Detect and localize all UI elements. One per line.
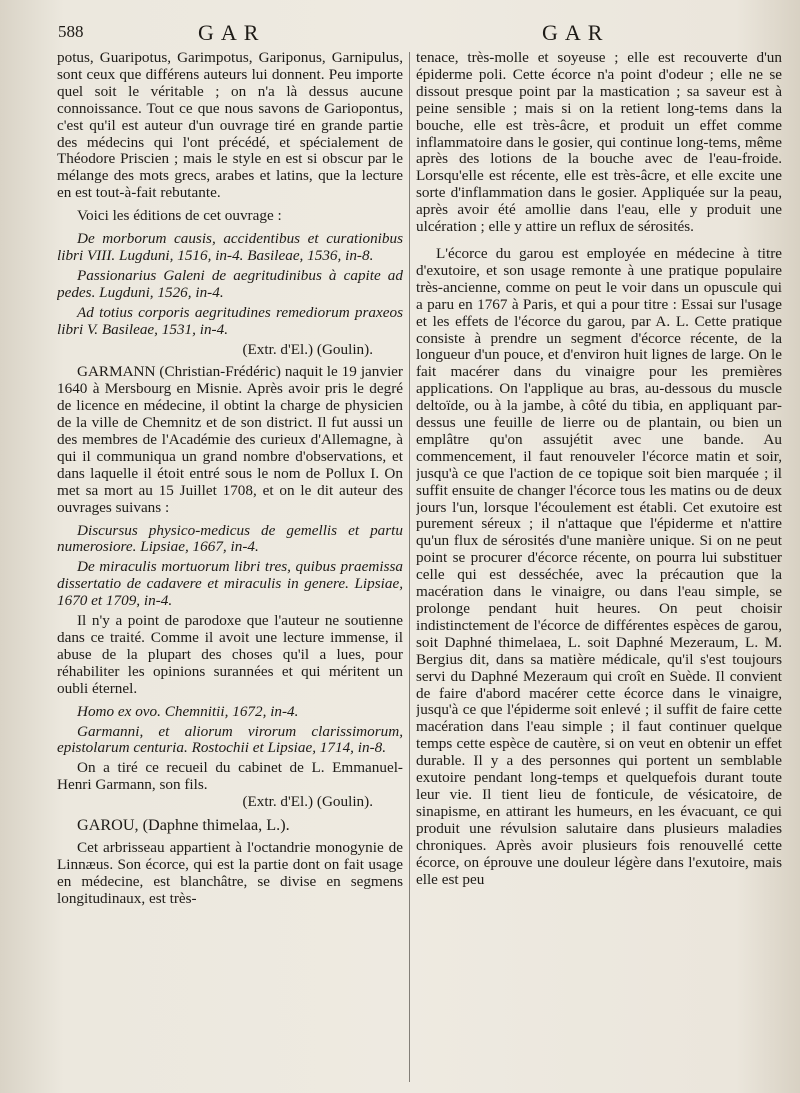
left-column — [57, 50, 403, 1085]
paragraph-continued: potus, Guaripotus, Garimpotus, Gariponus, Garnipulus, sont ceux que différens auteurs lui donnent. Peu importe quel soit le véritable ; on n'a là dessus aucune connoissance. Tout ce que nous savons de Gariopontus, c'est qu'il est auteur d'un ouvrage tiré en grande partie des médecins qui l'ont précédé, et spécialement de Théodore Priscien ; mais le style en est si obscur par le mélange des mots grecs, arabes et latins, que la lecture en est tout-à-fait rebutante. — [57, 50, 403, 202]
citation-discursus: Discursus physico-medicus de gemellis et partu numerosiore. Lipsiae, 1667, in-4. — [57, 521, 403, 556]
citation-ad-totius: Ad totius corporis aegritudines remediorum praxeos libri V. Basileae, 1531, in-4. — [57, 303, 403, 338]
paragraph-arbrisseau: Cet arbrisseau appartient à l'octandrie monogynie de Linnæus. Son écorce, qui est la partie dont on fait usage en médecine, est blanchâtre, se divise en segmens longitudinaux, est très- — [57, 838, 403, 907]
page-header — [50, 14, 770, 48]
citation-de-miraculis: De miraculis mortuorum libri tres, quibus praemissa dissertatio de cadavere et miraculis in genere. Lipsiae, 1670 et 1709, in-4. — [57, 558, 403, 610]
citation-homo-ex-ovo: Homo ex ovo. Chemnitii, 1672, in-4. — [77, 702, 299, 720]
running-head-left: GAR — [198, 20, 266, 45]
citation-de-morborum: De morborum causis, accidentibus et curationibus libri VIII. Lugduni, 1516, in-4. Basileae, 1536, in-8. — [57, 230, 403, 264]
paragraph-ecorce-du-garou: L'écorce du garou est employée en médecine à titre d'exutoire, et son usage remonte à une pratique populaire très-ancienne, comme on peut le voir dans un opuscule qui a paru en 1767 à Paris, et qui a pour titre : Essai sur l'usage et les effets de l'écorce du garou, par A. L. Cette pratique consiste à prendre un segment d'écorce récente, de la longueur d'un pouce, et d'environ huit lignes de large. On le fait macérer dans du vinaigre pour les premières applications. On l'applique au bras, au-dessous du muscle deltoïde, ou à la jambe, à côté du tibia, en appliquant par-dessus une feuille de lierre ou de plantain, ou bien un emplâtre qu'on assujétit avec une bande. Au commencement, il faut renouveler l'écorce matin et soir, jusqu'à ce que l'action de ce topique soit bien marquée ; il suffit ensuite de changer l'écorce tous les matins ou de deux jours l'un, lorsque l'écoulement est établi. Cet exutoire est purement séreux ; il n'attaque que l'épiderme et n'attire qu'un flux de sérosités d'une manière unique. Si on ne peut point se procurer d'écorce récente, on pourra lui substituer celle qui est desséchée, avec la précaution que la macération dans le vinaigre, ou dans l'eau simple, se prolonge pendant huit heures. On peut choisir indistinctement de l'écorce de différentes espèces de garou, soit Daphné thimelaea, L. soit Daphné Mezeraum, L. M. Bergius dit, dans sa matière médicale, qu'il s'est toujours servi du Daphné Mezeraum qui croît en Suède. Il convient de faire d'abord macérer cette écorce dans le vinaigre, jusqu'à ce que l'épiderme soit enlevé ; il suffit de faire cette macération dans l'eau simple ; il faut continuer quelque temps cette espèce de cautère, si on veut en obtenir un effet durable. Il y a des personnes qui portent un semblable exutoire pendant long-temps et quelquefois durant toute leur vie. Il tient lieu de fonticule, de vésicatoire, de sinapisme, en attirant les humeurs, en les évacuant, ce qui produit une révulsion salutaire dans plusieurs maladies chroniques. Après avoir plusieurs fois renouvellé cette écorce, on éprouve une douleur légère dans l'exutoire, mais elle est peu — [416, 244, 782, 888]
right-column — [416, 50, 782, 1085]
entry-garmann: GARMANN (Christian-Frédéric) naquit le 19 janvier 1640 à Mersbourg en Misnie. Après avoir pris le degré de licence en médecine, il obtint la charge de physicien de la ville de Chemnitz et de son district. Il fut aussi un des membres de l'Académie des curieux d'Allemagne, à qui il communiqua un grand nombre d'observations, et dans laquelle il étoit entré sous le nom de Pollux I. On met sa mort au 15 Juillet 1708, et on le dit auteur des ouvrages suivans : — [57, 363, 403, 516]
paragraph-parodoxe: Il n'y a point de parodoxe que l'auteur ne soutienne dans ce traité. Comme il avoit une lecture immense, il abuse de la plupart des choses qu'il a lues, pour réhabiliter les opinions surannées et qui méritent un oubli éternel. — [57, 612, 403, 697]
editions-intro: Voici les éditions de cet ouvrage : — [77, 207, 282, 225]
page-number: 588 — [58, 22, 84, 41]
source-note: (Extr. d'El.) (Goulin). — [242, 793, 373, 811]
source-note: (Extr. d'El.) (Goulin). — [242, 340, 373, 358]
running-head-right: GAR — [542, 20, 610, 45]
citation-epistolarum: Garmanni, et aliorum virorum clarissimorum, epistolarum centuria. Rostochii et Lipsiae, 1714, in-8. — [57, 722, 403, 757]
column-divider — [409, 52, 410, 1082]
paragraph-tenace: tenace, très-molle et soyeuse ; elle est recouverte d'un épiderme poli. Cette écorce n'a point d'odeur ; elle ne se dissout presque point par la mastication ; sa saveur est à peine sensible ; mais si on la retient long-tems dans la bouche, elle est très-âcre, et produit un effet comme inflammatoire dans le gosier, qui continue long-tems, même après des lotions de la bouche avec de l'eau-froide. Lorsqu'elle est récente, elle est très-âcre, et elle excite une sorte d'inflammation dans le gosier. Appliquée sur la peau, après avoir été amollie dans l'eau, elle y produit une ulcération ; elle y attire un reflux de sérosités. — [416, 50, 782, 236]
entry-garou-heading: GAROU, (Daphne thimelaa, L.). — [77, 816, 290, 835]
paragraph-recueil: On a tiré ce recueil du cabinet de L. Emmanuel-Henri Garmann, son fils. — [57, 759, 403, 794]
citation-passionarius: Passionarius Galeni de aegritudinibus à capite ad pedes. Lugduni, 1526, in-4. — [57, 266, 403, 301]
